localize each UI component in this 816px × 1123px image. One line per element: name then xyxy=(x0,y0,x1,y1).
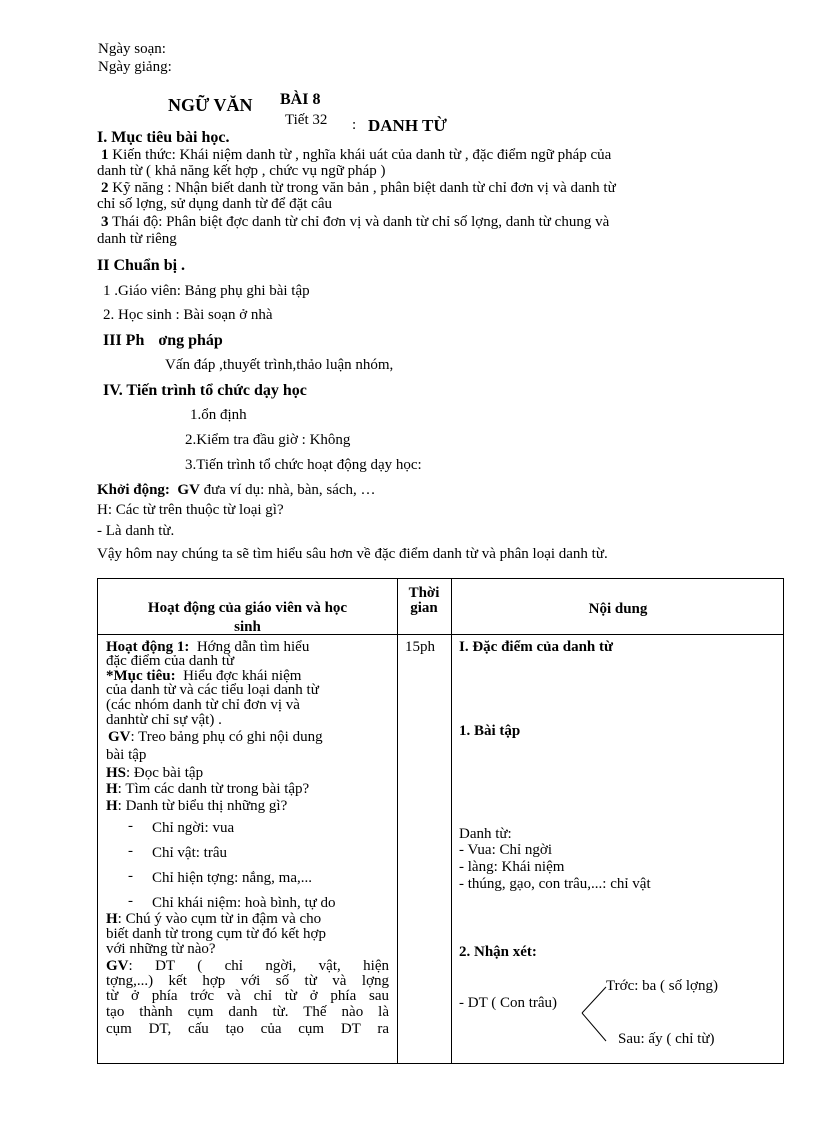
activity-gv2: GV: DT ( chỉ ngời, vật, hiện xyxy=(106,958,389,974)
activity-h3: H: Chú ý vào cụm từ in đậm và cho xyxy=(106,911,322,927)
page-title: DANH TỪ xyxy=(368,116,447,135)
diagram-after: Sau: ấy ( chỉ từ) xyxy=(618,1031,715,1047)
activity-gv2-5: cụm DT, cấu tạo của cụm DT ra xyxy=(106,1021,389,1037)
header-content: Nội dung xyxy=(588,601,648,617)
method-text: Vấn đáp ,thuyết trình,thảo luận nhóm, xyxy=(165,357,394,373)
warmup-question: H: Các từ trên thuộc từ loại gì? xyxy=(97,502,284,518)
process-step-1: 1.ổn định xyxy=(190,407,247,423)
bullet-dash: - xyxy=(128,868,133,884)
lesson-number: BÀI 8 xyxy=(280,91,321,108)
activity-h3-3: với những từ nào? xyxy=(106,941,216,957)
header-activity-2: sinh xyxy=(234,619,261,635)
header-time: Thời xyxy=(408,585,440,601)
title-colon: : xyxy=(352,117,357,133)
time-value: 15ph xyxy=(405,639,435,655)
attitude-line: 3 Thái độ: Phân biệt đợc danh từ chỉ đơn vị và danh từ chỉ số lợng, danh từ chung và xyxy=(101,214,610,230)
diagram-branch-lines xyxy=(580,985,610,1045)
activity-hs: HS: Đọc bài tập xyxy=(106,765,204,781)
diagram-root: - DT ( Con trâu) xyxy=(459,995,558,1011)
attitude-line-2: danh từ riêng xyxy=(97,231,177,247)
knowledge-line: 1 Kiến thức: Khái niệm danh từ , nghĩa khái uát của danh từ , đặc điểm ngữ pháp của xyxy=(101,147,612,163)
content-exercise-title: 1. Bài tập xyxy=(459,723,521,739)
activity-goal-3: (các nhóm danh từ chỉ đơn vị và xyxy=(106,697,300,713)
activity-gv2-4: tạo thành cụm danh từ. Thế nào là xyxy=(106,1004,389,1020)
header-time-2: gian xyxy=(410,600,438,616)
branch-line-top xyxy=(582,987,606,1013)
bullet-item: Chỉ ngời: vua xyxy=(152,820,235,836)
activity-h2: H: Danh từ biểu thị những gì? xyxy=(106,798,288,814)
skills-line: 2 Kỹ năng : Nhận biết danh từ trong văn bản , phân biệt danh từ chỉ đơn vị và danh từ xyxy=(101,180,616,196)
activity-gv1: GV: Treo bảng phụ có ghi nội dung xyxy=(108,729,323,745)
activity-gv2-3: từ ở phía trớc và chỉ từ ở phía sau xyxy=(106,988,389,1004)
section-process-heading: IV. Tiến trình tổ chức dạy học xyxy=(103,382,307,399)
activity-title-2: đặc điểm của danh từ xyxy=(106,653,235,669)
process-step-3: 3.Tiến trình tổ chức hoạt động dạy học: xyxy=(185,457,422,473)
content-noun-item: - Vua: Chỉ ngời xyxy=(459,842,553,858)
activity-gv1-2: bài tập xyxy=(106,747,147,763)
prep-date-label: Ngày soạn: xyxy=(98,41,166,57)
bullet-dash: - xyxy=(128,843,133,859)
diagram-before: Trớc: ba ( số lợng) xyxy=(606,978,718,994)
table-divider-1 xyxy=(397,579,398,1063)
section-method-heading: III Ph ơng pháp xyxy=(103,332,223,349)
header-activity: Hoạt động của giáo viên và học xyxy=(147,600,348,616)
bullet-item: Chỉ vật: trâu xyxy=(152,845,227,861)
content-noun-label: Danh từ: xyxy=(459,826,512,842)
branch-line-bottom xyxy=(582,1013,606,1041)
subject-title: NGỮ VĂN xyxy=(168,95,253,115)
bullet-dash: - xyxy=(128,818,133,834)
teach-date-label: Ngày giảng: xyxy=(98,59,172,75)
skills-line-2: chỉ số lợng, sử dụng danh từ để đặt câu xyxy=(97,196,332,212)
activity-goal-2: của danh từ và các tiểu loại danh từ xyxy=(106,682,319,698)
period-number: Tiết 32 xyxy=(285,112,328,128)
process-step-2: 2.Kiểm tra đầu giờ : Không xyxy=(185,432,351,448)
activity-gv2-2: tợng,...) kết hợp với số từ và lợng xyxy=(106,973,389,989)
activity-goal-4: danhtừ chỉ sự vật) . xyxy=(106,712,222,728)
activity-goal: *Mục tiêu: Hiểu đợc khái niệm xyxy=(106,668,302,684)
lesson-intro: Vậy hôm nay chúng ta sẽ tìm hiểu sâu hơn về đặc điểm danh từ và phân loại danh từ. xyxy=(97,546,608,562)
bullet-item: Chỉ hiện tợng: nắng, ma,... xyxy=(152,870,312,886)
content-section-title: I. Đặc điểm của danh từ xyxy=(459,639,614,655)
content-remark-title: 2. Nhận xét: xyxy=(459,944,537,960)
activity-title: Hoạt động 1: Hớng dẫn tìm hiểu xyxy=(106,639,310,655)
section-objectives-heading: I. Mục tiêu bài học. xyxy=(97,129,230,146)
bullet-dash: - xyxy=(128,893,133,909)
warmup-line: Khởi động: GV đưa ví dụ: nhà, bàn, sách, … xyxy=(97,482,376,498)
activity-h1: H: Tìm các danh từ trong bài tập? xyxy=(106,781,310,797)
bullet-item: Chỉ khái niệm: hoà bình, tự do xyxy=(152,895,336,911)
section-preparation-heading: II Chuẩn bị . xyxy=(97,257,186,274)
prep-student: 2. Học sinh : Bài soạn ở nhà xyxy=(103,307,273,323)
lesson-table xyxy=(97,578,784,1064)
table-divider-2 xyxy=(451,579,452,1063)
content-noun-item: - làng: Khái niệm xyxy=(459,859,565,875)
prep-teacher: 1 .Giáo viên: Bảng phụ ghi bài tập xyxy=(103,283,310,299)
content-noun-item: - thúng, gạo, con trâu,...: chỉ vật xyxy=(459,876,651,892)
warmup-answer: - Là danh từ. xyxy=(97,523,175,539)
knowledge-line-2: danh từ ( khả năng kết hợp , chức vụ ngữ pháp ) xyxy=(97,163,386,179)
activity-h3-2: biết danh từ trong cụm từ đó kết hợp xyxy=(106,926,326,942)
